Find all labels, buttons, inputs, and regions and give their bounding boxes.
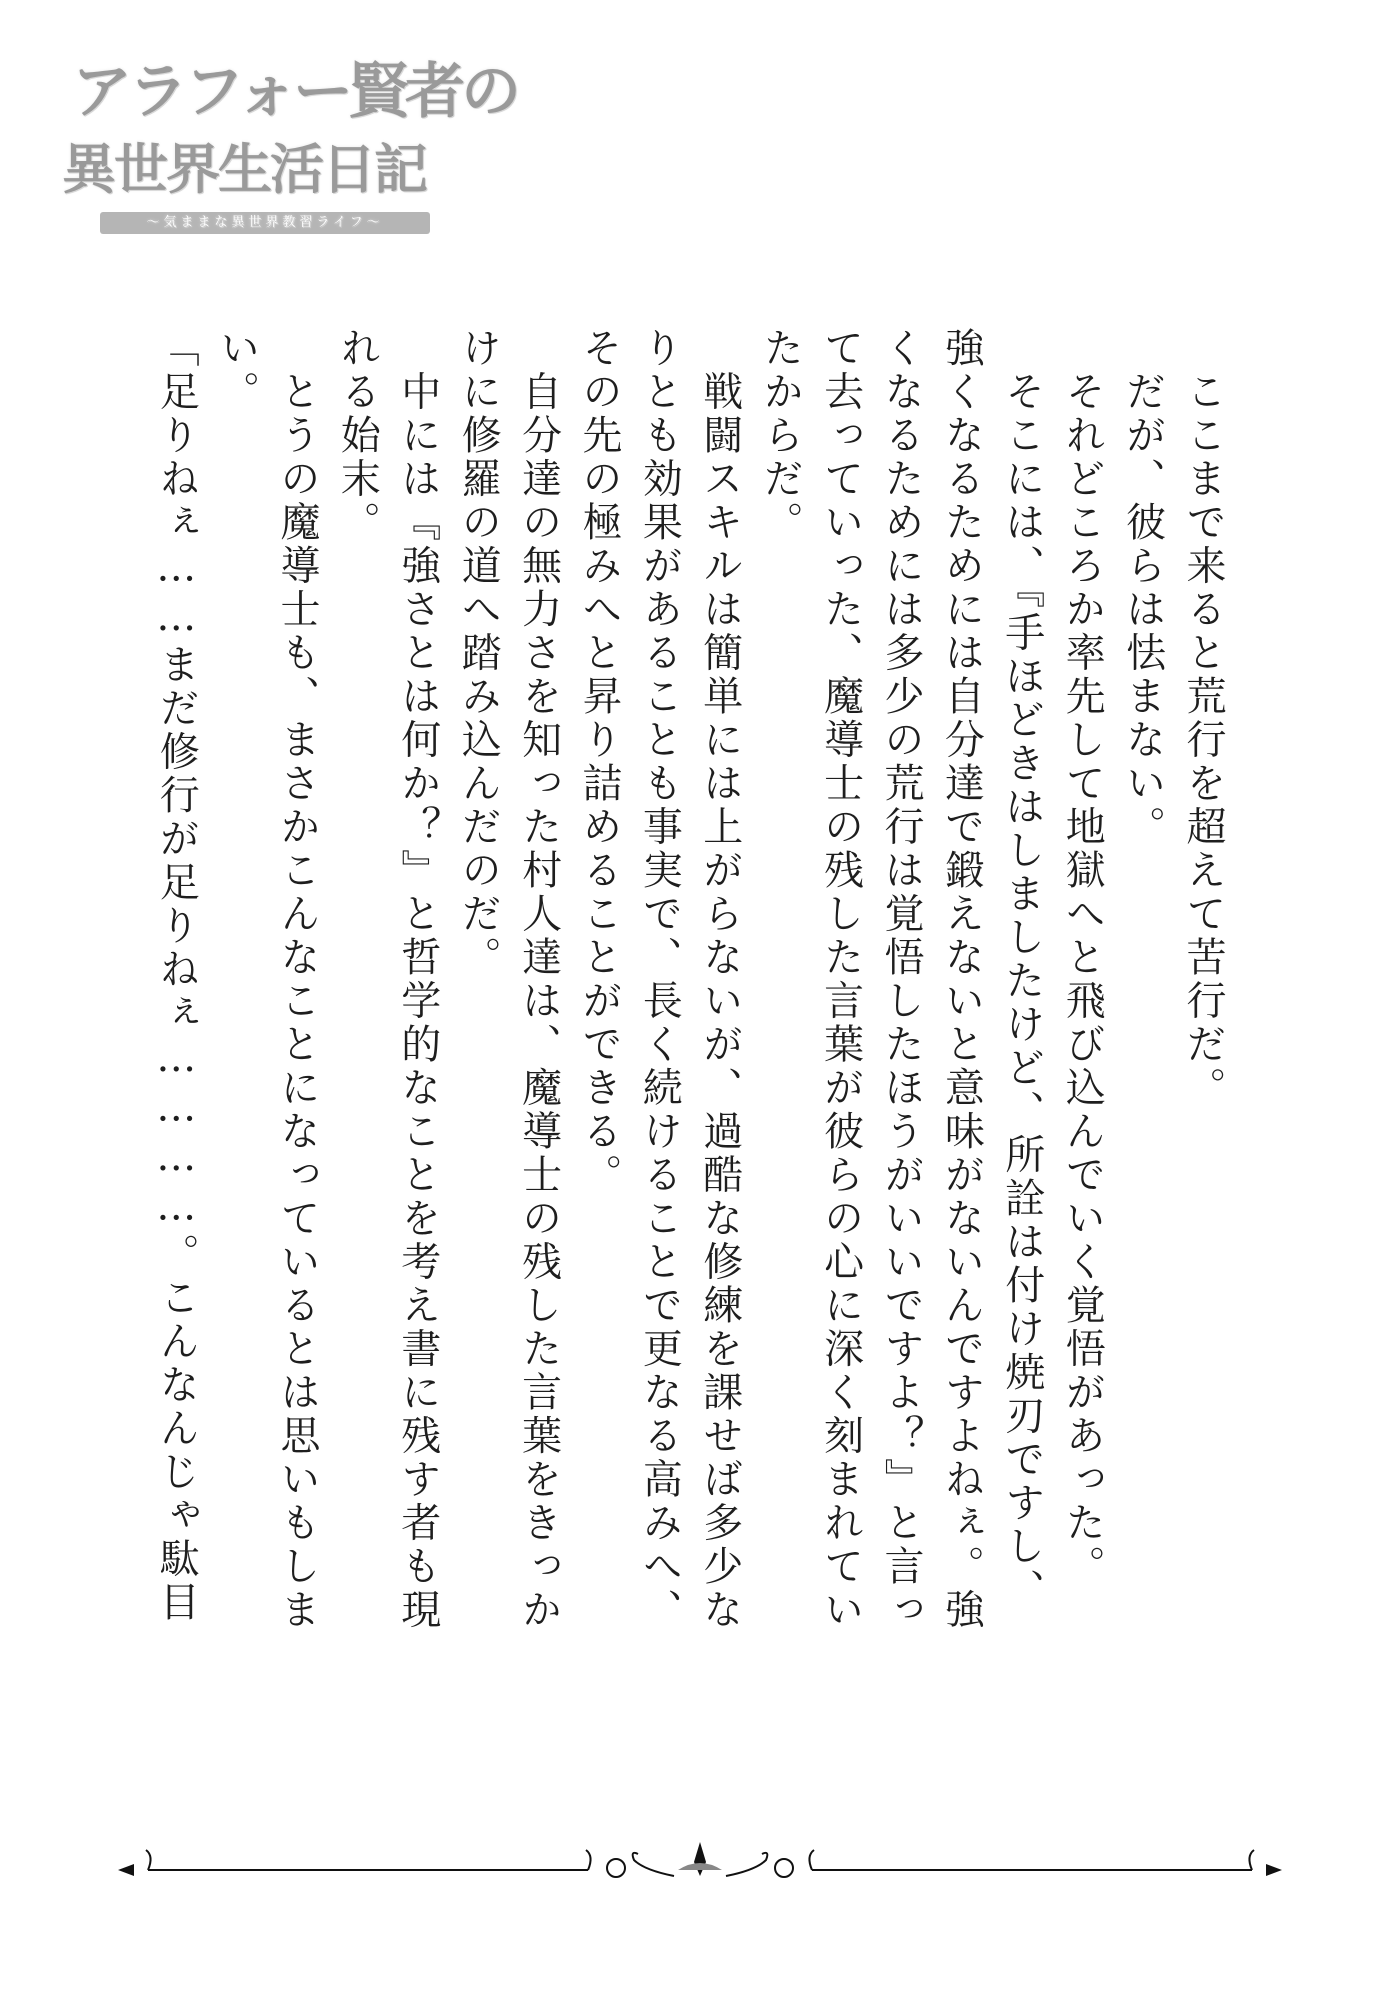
logo-subtitle: 〜気ままな異世界教習ライフ〜 (100, 212, 430, 234)
text-column: れる始末。 (334, 327, 381, 545)
ornamental-divider (118, 1840, 1282, 1880)
text-column: くなるためには多少の荒行は覚悟したほうがいいですよ？』と言っ (878, 327, 924, 1632)
text-column: て去っていった、魔導士の残した言葉が彼らの心に深く刻まれてい (817, 327, 864, 1632)
text-column: 戦闘スキルは簡単には上がらないが、過酷な修練を課せば多少な (696, 327, 743, 1632)
text-column: 「足りねぇ……まだ修行が足りねぇ…………。こんなんじゃ駄目 (153, 327, 200, 1625)
text-column: とうの魔導士も、まさかこんなことになっているとは思いもしま (274, 327, 320, 1632)
text-column: たからだ。 (757, 327, 804, 545)
text-column: 強くなるためには自分達で鍛えないと意味がないんですよねぇ。強 (938, 327, 985, 1632)
divider-ornament-icon (118, 1842, 1282, 1877)
logo-title-line2: 異世界生活日記 (62, 137, 426, 201)
text-column: その先の極みへと昇り詰めることができる。 (576, 327, 622, 1197)
logo-title-line1: アラフォー賢者の (72, 57, 517, 127)
text-column: だが、彼らは怯まない。 (1119, 327, 1166, 849)
text-column: そこには、『手ほどきはしましたけど、所詮は付け焼刃ですし、 (998, 327, 1045, 1612)
text-column: りとも効果があることも事実で、長く続けることで更なる高みへ、 (636, 327, 683, 1632)
text-column: それどころか率先して地獄へと飛び込んでいく覚悟があった。 (1059, 327, 1106, 1589)
text-column: けに修羅の道へ踏み込んだのだ。 (455, 327, 502, 980)
text-column: ここまで来ると荒行を超えて苦行だ。 (1180, 327, 1226, 1110)
text-column: い。 (213, 327, 260, 414)
text-column: 中には『強さとは何か？』と哲学的なことを考え書に残す者も現 (394, 327, 441, 1632)
text-column: 自分達の無力さを知った村人達は、魔導士の残した言葉をきっか (515, 327, 562, 1632)
